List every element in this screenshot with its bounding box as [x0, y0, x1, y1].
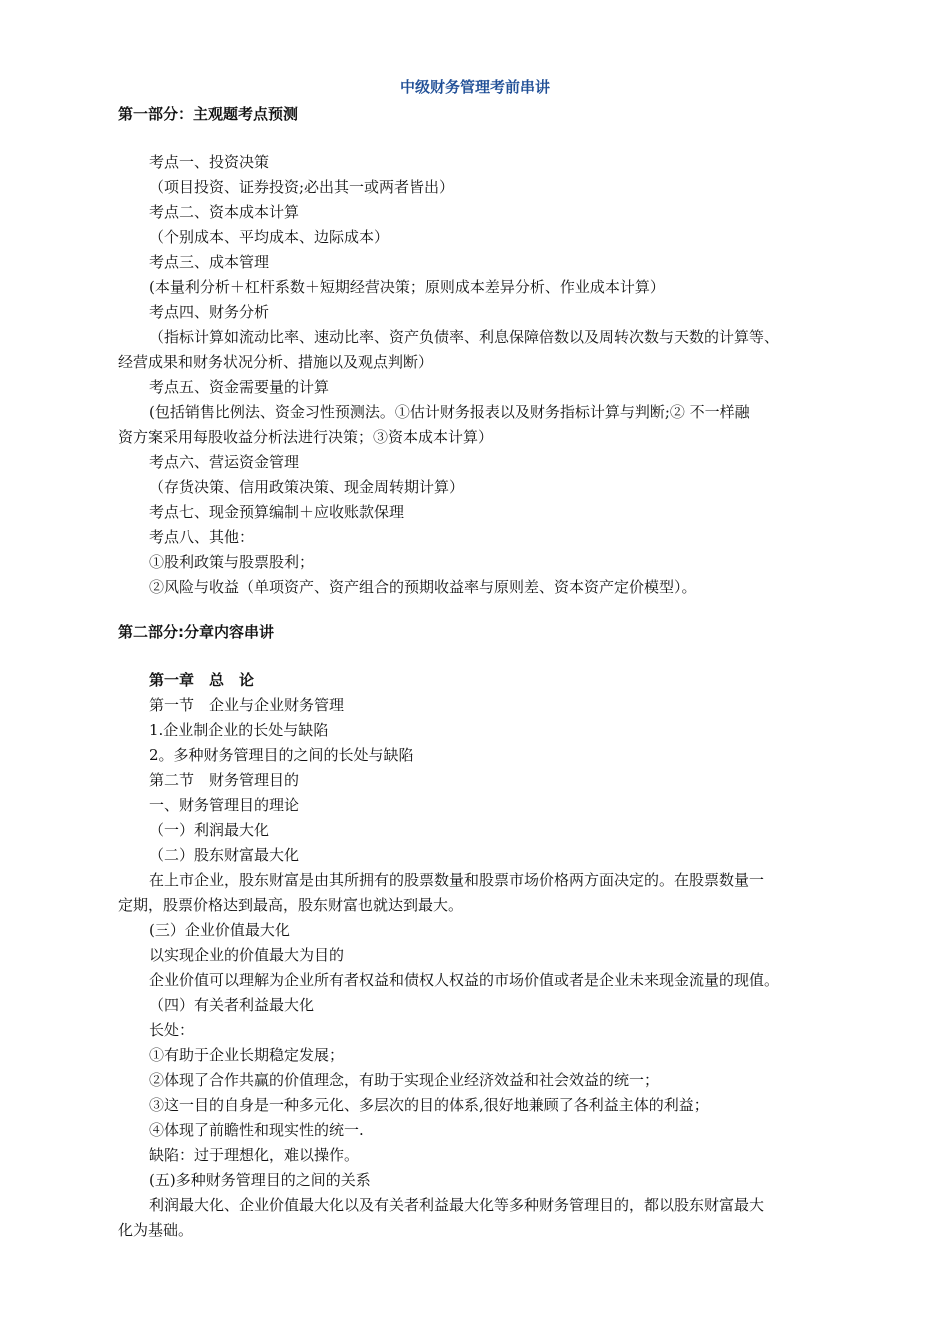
- part2-line: 第一节 企业与企业财务管理: [149, 696, 345, 714]
- part2-line: 一、财务管理目的理论: [149, 796, 300, 814]
- part2-line: (三）企业价值最大化: [149, 921, 290, 939]
- part2-line: （一）利润最大化: [149, 821, 270, 839]
- part1-line: (包括销售比例法、资金习性预测法。①估计财务报表以及财务指标计算与判断;② 不一样融: [149, 403, 750, 421]
- part1-line: 考点八、其他：: [149, 528, 255, 546]
- part2-line: ①有助于企业长期稳定发展；: [149, 1046, 345, 1064]
- part2-line: 2。多种财务管理目的之间的长处与缺陷: [149, 746, 414, 764]
- part1-line: 考点四、财务分析: [149, 303, 270, 321]
- part1-line: 资方案采用每股收益分析法进行决策；③资本成本计算）: [118, 428, 494, 446]
- part2-line: 长处：: [149, 1021, 195, 1039]
- chapter-heading: 第一章 总 论: [149, 671, 255, 689]
- part1-line: （项目投资、证券投资;必出其一或两者皆出）: [149, 178, 455, 196]
- part2-line: 化为基础。: [118, 1221, 194, 1239]
- part2-line: (五)多种财务管理目的之间的关系: [149, 1171, 371, 1189]
- part2-line: ②体现了合作共赢的价值理念，有助于实现企业经济效益和社会效益的统一；: [149, 1071, 660, 1089]
- part1-line: （个别成本、平均成本、边际成本）: [149, 228, 390, 246]
- part2-line: 在上市企业，股东财富是由其所拥有的股票数量和股票市场价格两方面决定的。在股票数量一: [149, 871, 765, 889]
- part2-line: （四）有关者利益最大化: [149, 996, 315, 1014]
- document-title: 中级财务管理考前串讲: [399, 78, 550, 96]
- part2-line: 企业价值可以理解为企业所有者权益和债权人权益的市场价值或者是企业未来现金流量的现值。: [149, 971, 780, 989]
- part1-line: ①股利政策与股票股利；: [149, 553, 315, 571]
- part1-line: 考点一、投资决策: [149, 153, 270, 171]
- part2-line: （二）股东财富最大化: [149, 846, 300, 864]
- part1-line: 考点二、资本成本计算: [149, 203, 300, 221]
- part2-line: ④体现了前瞻性和现实性的统一.: [149, 1121, 364, 1139]
- part1-line: 考点六、营运资金管理: [149, 453, 300, 471]
- part2-line: ③这一目的自身是一种多元化、多层次的目的体系,很好地兼顾了各利益主体的利益；: [149, 1096, 709, 1114]
- part1-line: ②风险与收益（单项资产、资产组合的预期收益率与原则差、资本资产定价模型）。: [149, 578, 697, 596]
- part1-heading: 第一部分：主观题考点预测: [118, 105, 299, 123]
- part1-line: (本量利分析＋杠杆系数＋短期经营决策；原则成本差异分析、作业成本计算）: [149, 278, 665, 296]
- part1-line: 经营成果和财务状况分析、措施以及观点判断）: [118, 353, 434, 371]
- part1-line: （指标计算如流动比率、速动比率、资产负债率、利息保障倍数以及周转次数与天数的计算等、: [149, 328, 780, 346]
- part2-heading: 第二部分:分章内容串讲: [118, 623, 274, 641]
- part2-line: 以实现企业的价值最大为目的: [149, 946, 345, 964]
- part1-line: 考点五、资金需要量的计算: [149, 378, 330, 396]
- part2-line: 定期，股票价格达到最高，股东财富也就达到最大。: [118, 896, 464, 914]
- part2-line: 缺陷：过于理想化，难以操作。: [149, 1146, 360, 1164]
- part1-line: 考点三、成本管理: [149, 253, 270, 271]
- part2-line: 利润最大化、企业价值最大化以及有关者利益最大化等多种财务管理目的，都以股东财富最大: [149, 1196, 765, 1214]
- part1-line: （存货决策、信用政策决策、现金周转期计算）: [149, 478, 465, 496]
- part2-line: 1.企业制企业的长处与缺陷: [149, 721, 329, 739]
- part1-line: 考点七、现金预算编制＋应收账款保理: [149, 503, 405, 521]
- part2-line: 第二节 财务管理目的: [149, 771, 300, 789]
